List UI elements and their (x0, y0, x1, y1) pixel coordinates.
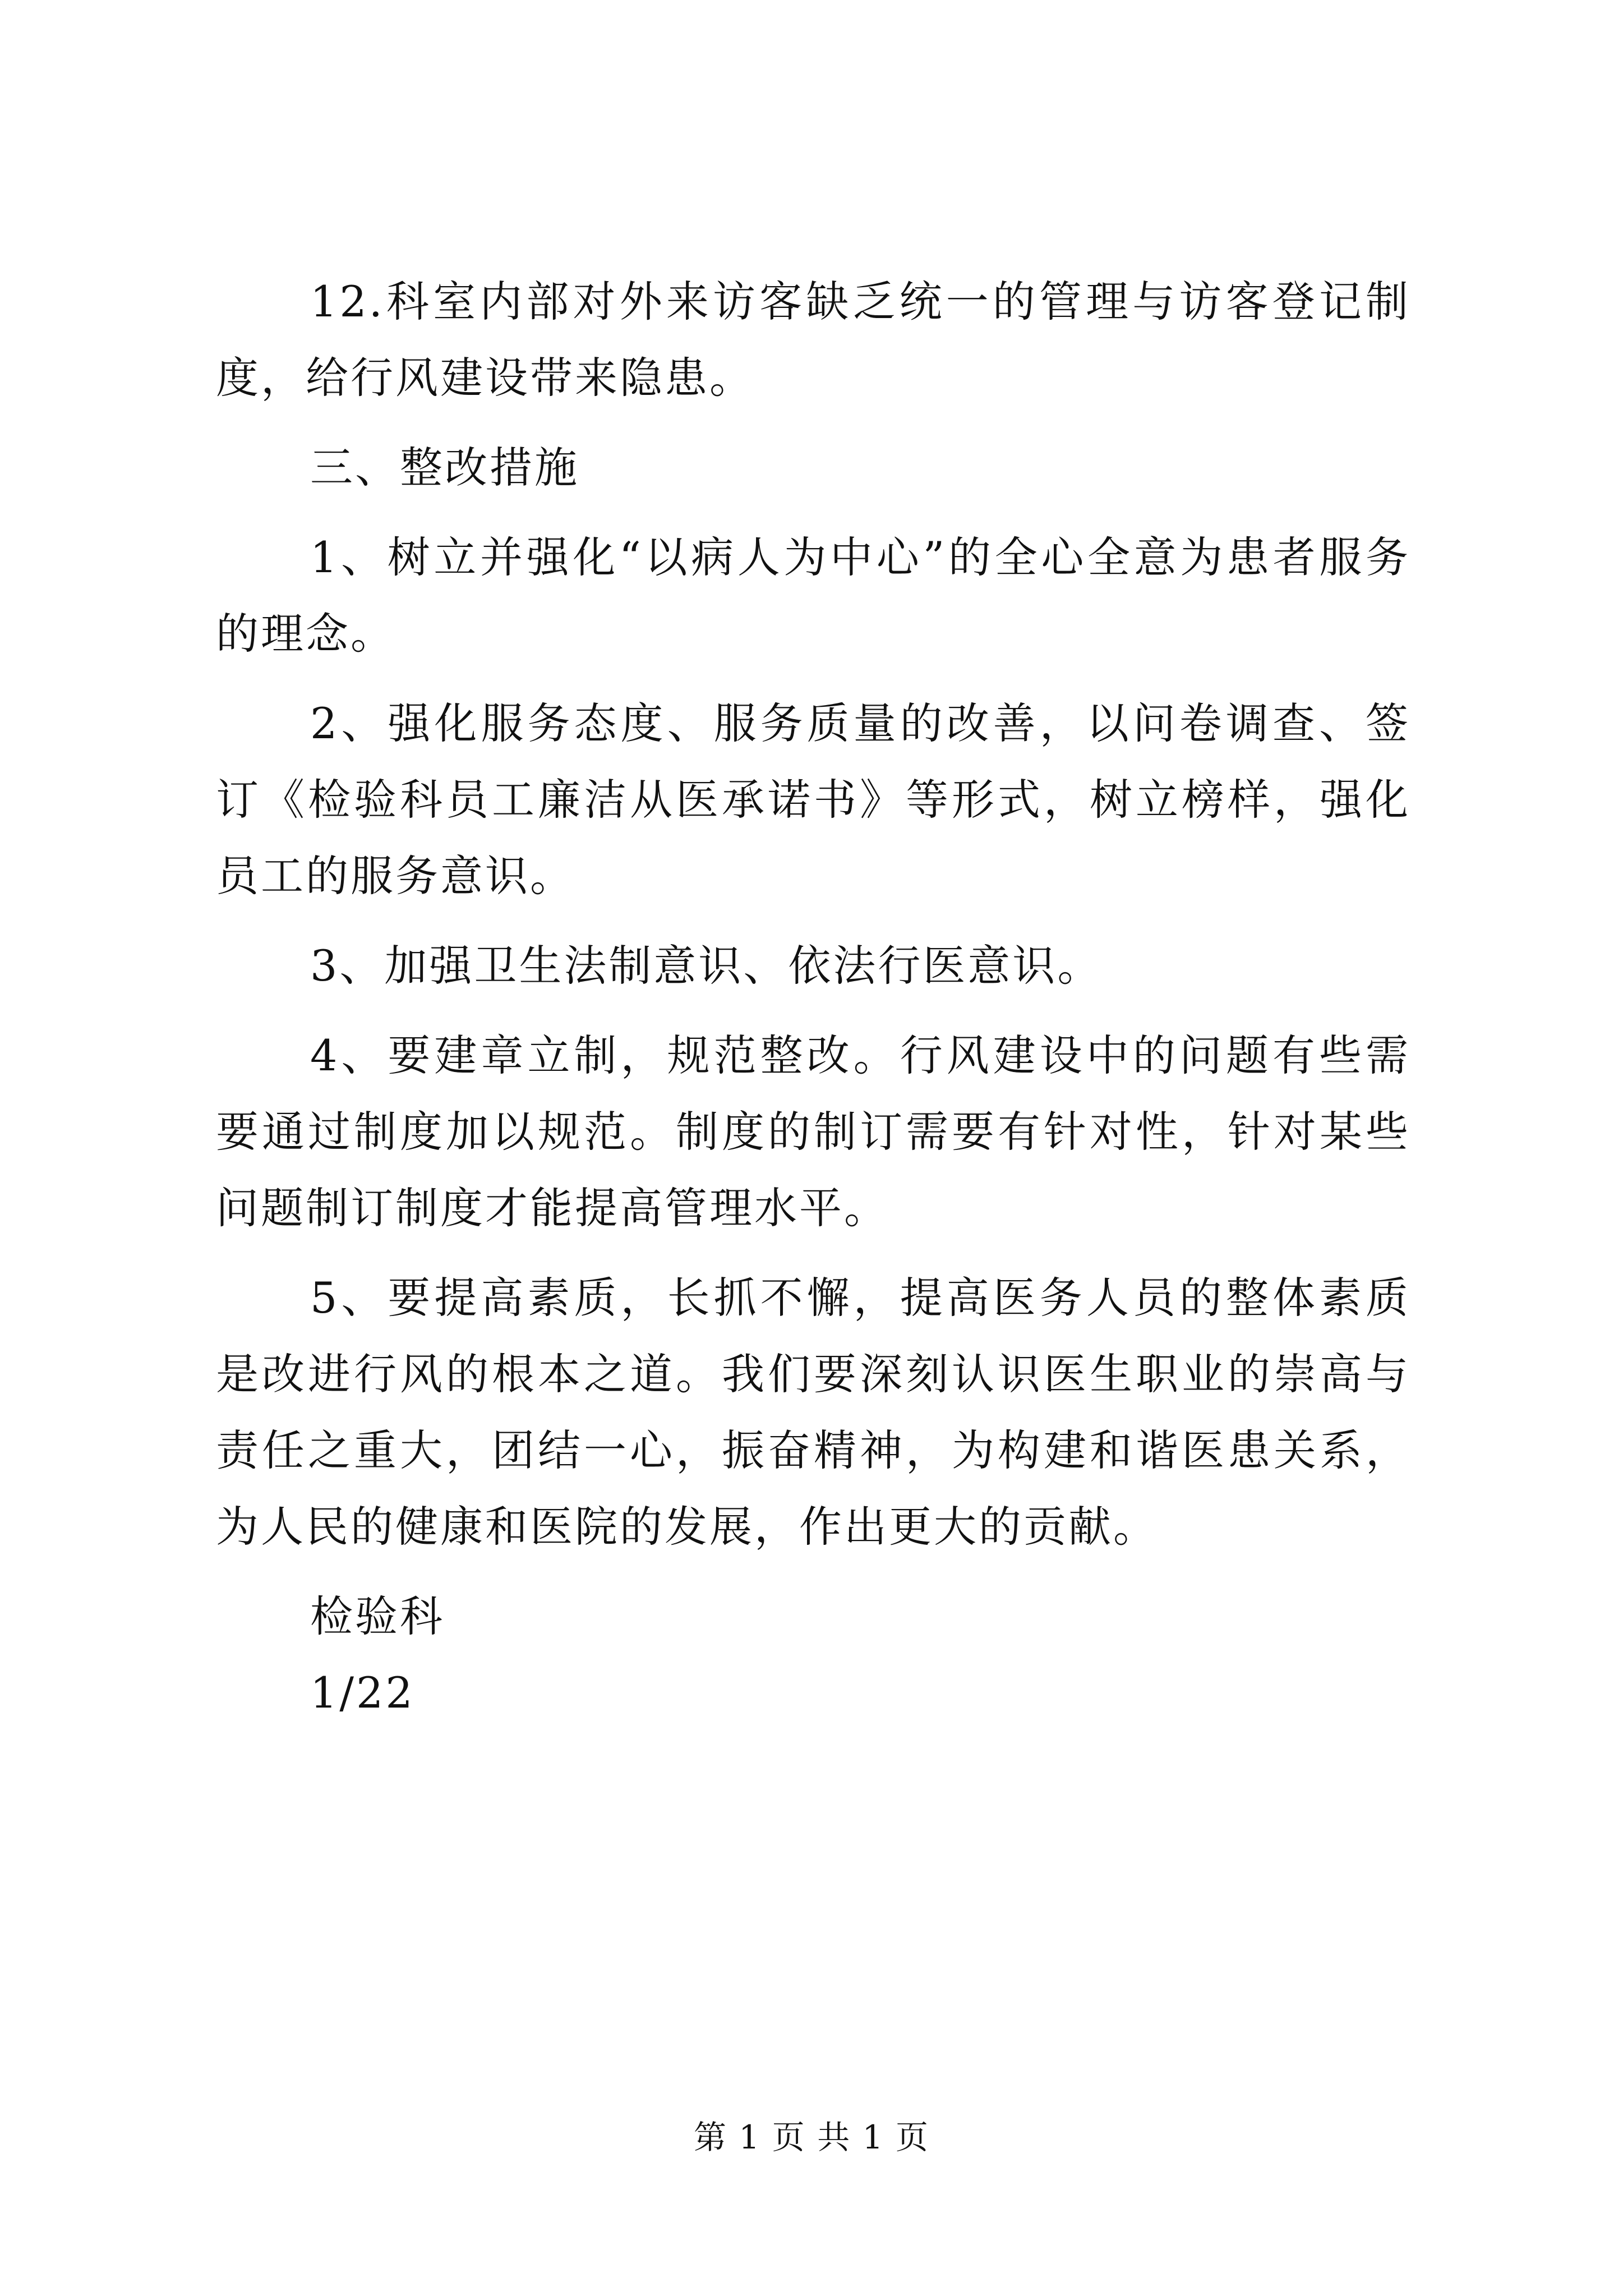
signature-department: 检验科 (310, 1591, 445, 1641)
measure-3: 3、加强卫生法制意识、依法行医意识。 (310, 941, 1103, 991)
page-marker: 1/22 (310, 1668, 415, 1718)
measure-5: 5、要提高素质，长抓不懈，提高医务人员的整体素质是改进行风的根本之道。我们要深刻认识医生职业的崇高与责任之重大，团结一心，振奋精神，为构建和谐医患关系，为人民的健康和医院的发展，作出更大的贡献。 (216, 1273, 1410, 1552)
measure-4: 4、要建章立制，规范整改。行风建设中的问题有些需要通过制度加以规范。制度的制订需要有针对性，针对某些问题制订制度才能提高管理水平。 (216, 1030, 1410, 1233)
page-footer: 第 1 页 共 1 页 (694, 2118, 929, 2156)
paragraph-item-12: 12.科室内部对外来访客缺乏统一的管理与访客登记制度，给行风建设带来隐患。 (216, 277, 1410, 403)
measure-2: 2、强化服务态度、服务质量的改善，以问卷调查、签订《检验科员工廉洁从医承诺书》等形式，树立榜样，强化员工的服务意识。 (216, 698, 1410, 901)
section-heading-rectification: 三、整改措施 (310, 443, 579, 493)
measure-1: 1、树立并强化“以病人为中心”的全心全意为患者服务的理念。 (216, 532, 1410, 659)
document-body (216, 264, 1410, 1731)
